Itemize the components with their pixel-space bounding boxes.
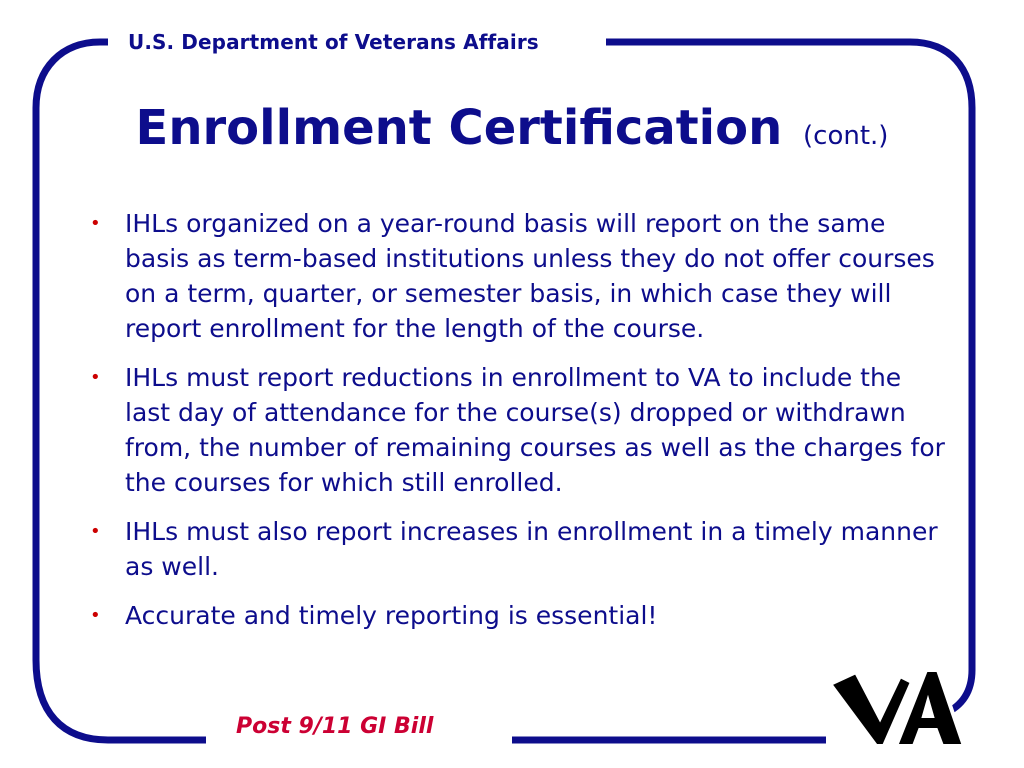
bullet-item bbox=[90, 514, 950, 584]
organization-header: U.S. Department of Veterans Affairs bbox=[128, 30, 539, 54]
bullet-text: IHLs must report reductions in enrollment to VA to include the last day of attendance for the course(s) dropped or withdrawn from, the number of remaining courses as well as the charges for the courses for which still enrolled. bbox=[125, 363, 945, 497]
bullet-text: IHLs organized on a year-round basis will report on the same basis as term-based institutions unless they do not offer courses on a term, quarter, or semester basis, in which case they will report enrollment for the length of the course. bbox=[125, 209, 935, 343]
bullet-item bbox=[90, 360, 950, 500]
bullet-icon: • bbox=[90, 521, 101, 542]
bullet-text: Accurate and timely reporting is essential! bbox=[125, 601, 658, 630]
slide-title bbox=[0, 100, 1024, 156]
bullet-icon: • bbox=[90, 213, 101, 234]
bullet-icon: • bbox=[90, 605, 101, 626]
bullet-item bbox=[90, 598, 950, 633]
bullet-text: IHLs must also report increases in enrollment in a timely manner as well. bbox=[125, 517, 938, 581]
va-logo-icon bbox=[826, 660, 966, 760]
slide-title-suffix: (cont.) bbox=[803, 121, 889, 151]
bullet-icon: • bbox=[90, 367, 101, 388]
bullet-item bbox=[90, 206, 950, 346]
bullet-list bbox=[90, 206, 950, 647]
slide-title-main: Enrollment Certification bbox=[135, 100, 783, 156]
footer-program-name: Post 9/11 GI Bill bbox=[236, 714, 434, 739]
